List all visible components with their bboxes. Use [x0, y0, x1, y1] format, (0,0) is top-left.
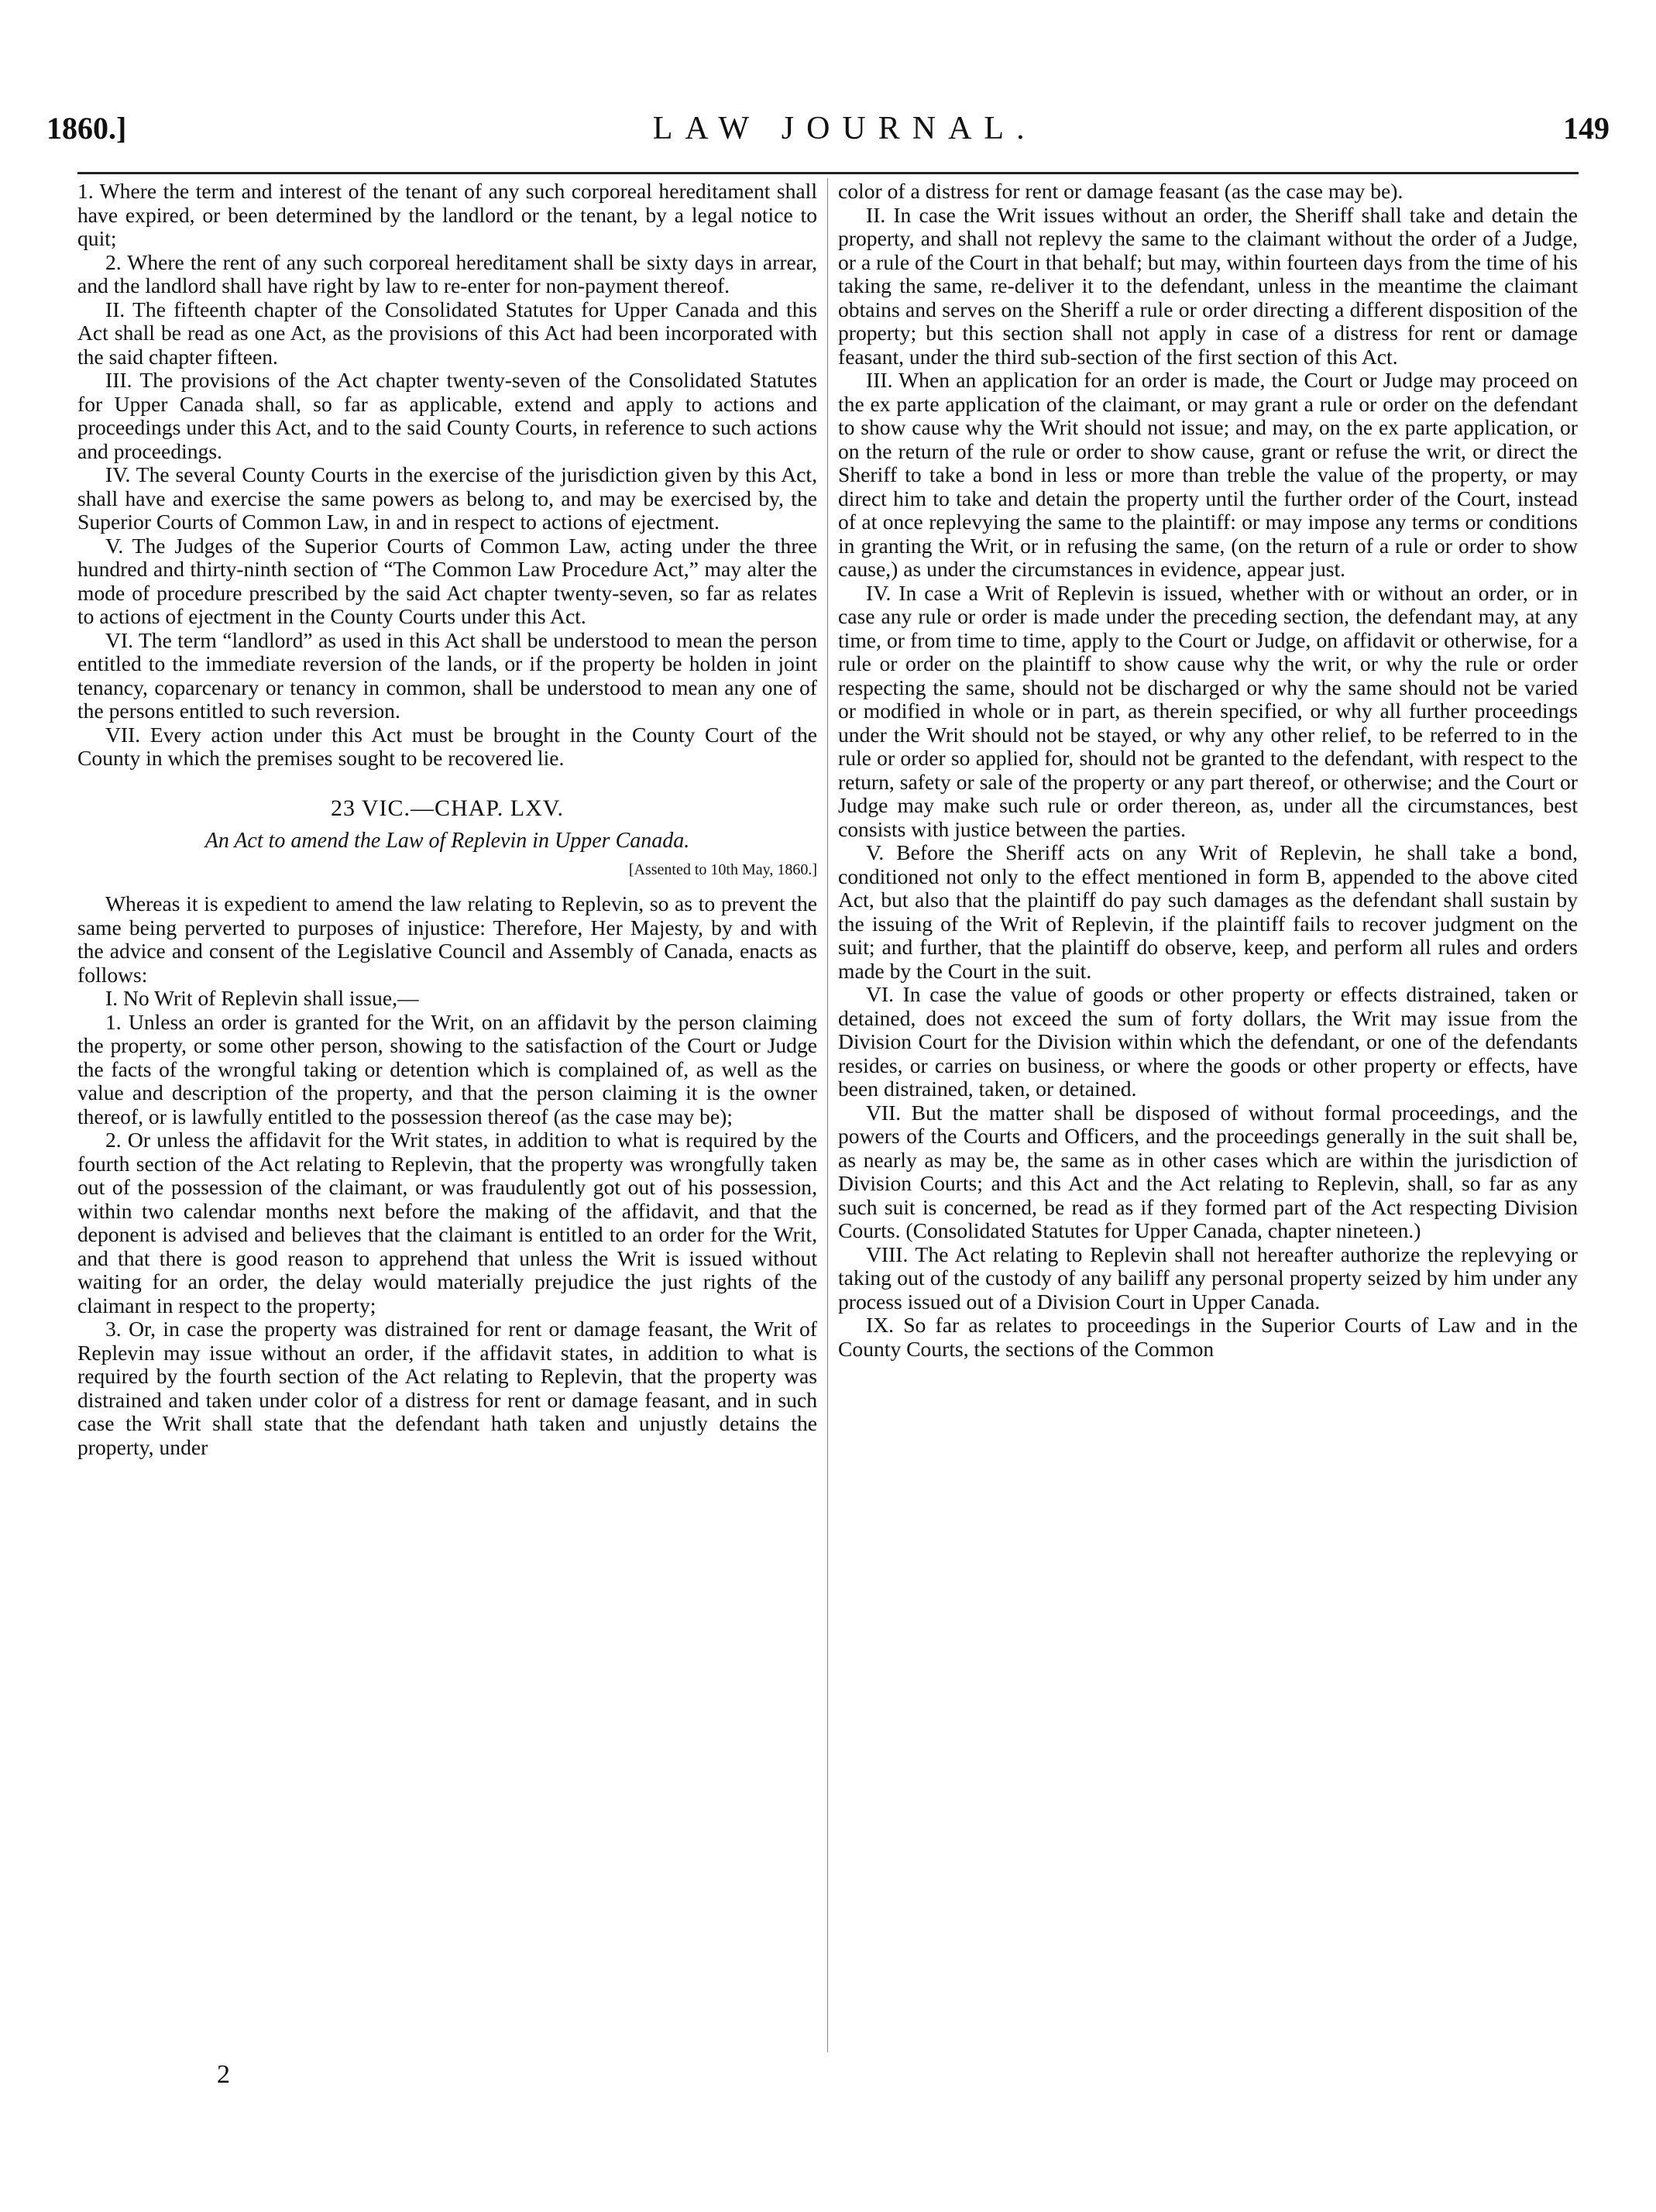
paragraph: VII. Every action under this Act must be brought in the County Court of the County in which the premises sought to be recovered lie.: [77, 722, 817, 770]
right-column: [838, 180, 1578, 1361]
header-year: 1860.]: [46, 111, 127, 146]
act-title: An Act to amend the Law of Replevin in Upper Canada.: [204, 829, 690, 853]
paragraph: 1. Where the term and interest of the tenant of any such corporeal hereditament shall have expired, or been determined by the landlord or the tenant, by a legal notice to quit;: [77, 179, 817, 250]
paragraph: VI. The term “landlord” as used in this Act shall be understood to mean the person entitled to the immediate reversion of the lands, or if the property be holden in joint tenancy, coparcenary or tenancy in common, shall be understood to mean any one of the persons entitled to such reversion.: [77, 627, 817, 723]
paragraph: III. The provisions of the Act chapter twenty-seven of the Consolidated Statutes for Upper Canada shall, so far as applicable, extend and apply to actions and proceedings under this Act, and to the said County Courts, in reference to such actions and proceedings.: [77, 368, 817, 463]
paragraph: color of a distress for rent or damage feasant (as the case may be).: [838, 179, 1403, 203]
paragraph: VII. But the matter shall be disposed of without formal proceedings, and the powers of the Courts and Officers, and the proceedings generally in the suit shall be, as nearly as may be, the same as in other cases which are within the jurisdiction of Division Courts; and this Act and the Act relating to Replevin, shall, so far as any such suit is concerned, be read as if they formed part of the Act respecting Division Courts. (Consolidated Statutes for Upper Canada, chapter nineteen.): [838, 1100, 1578, 1242]
paragraph: 1. Unless an order is granted for the Writ, on an affidavit by the person claiming the property, or some other person, showing to the satisfaction of the Court or Judge the facts of the wrongful taking or detention which is complained of, as well as the value and description of the property, and that the person claiming it is the owner thereof, or is lawfully entitled to the possession thereof (as the case may be);: [77, 1009, 817, 1128]
paragraph: II. The fifteenth chapter of the Consolidated Statutes for Upper Canada and this Act shall be read as one Act, as the provisions of this Act had been incorporated with the said chapter fifteen.: [77, 297, 817, 369]
assent-date: [Assented to 10th May, 1860.]: [628, 860, 817, 878]
running-header: [46, 110, 1610, 164]
chapter-heading: 23 VIC.—CHAP. LXV.: [330, 795, 565, 821]
paragraph: 2. Where the rent of any such corporeal hereditament shall be sixty days in arrear, and the landlord shall have right by law to re-enter for non-payment thereof.: [77, 249, 817, 297]
signature-mark: 2: [217, 2060, 230, 2089]
paragraph: V. Before the Sheriff acts on any Writ of Replevin, he shall take a bond, conditioned not only to the effect mentioned in form B, appended to the above cited Act, but also that the plaintiff do pay such damages as the defendant shall sustain by the issuing of the Writ of Replevin, if the plaintiff fails to recover judgment on the suit; and further, that the plaintiff do observe, keep, and perform all rules and orders made by the Court in the suit.: [838, 840, 1578, 983]
paragraph: V. The Judges of the Superior Courts of Common Law, acting under the three hundred and thirty-ninth section of “The Common Law Procedure Act,” may alter the mode of procedure prescribed by the said Act chapter twenty-seven, so far as relates to actions of ejectment in the County Courts under this Act.: [77, 533, 817, 628]
paragraph: III. When an application for an order is made, the Court or Judge may proceed on the ex parte application of the claimant, or may grant a rule or order on the defendant to show cause why the Writ should not issue; and may, on the ex parte application, or on the return of the rule or order to show cause, grant or refuse the writ, or direct the Sheriff to take a bond in less or more than treble the value of the property, or may direct him to take and detain the property until the further order of the Court, instead of at once replevying the same to the plaintiff: or may impose any terms or conditions in granting the Writ, or in refusing the same, (on the return of a rule or order to show cause,) as under the circumstances in evidence, appear just.: [838, 368, 1578, 581]
header-rule: [77, 172, 1579, 174]
paragraph: II. In case the Writ issues without an order, the Sheriff shall take and detain the property, and shall not replevy the same to the claimant without the order of a Judge, or a rule of the Court in that behalf; but may, within fourteen days from the time of his taking the same, re-deliver it to the defendant, unless in the meantime the claimant obtains and serves on the Sheriff a rule or order directing a different disposition of the property; but this section shall not apply in case of a distress for rent or damage feasant, under the third sub-section of the first section of this Act.: [838, 202, 1578, 369]
paragraph: 3. Or, in case the property was distrained for rent or damage feasant, the Writ of Replevin may issue without an order, if the affidavit states, in addition to what is required by the fourth section of the Act relating to Replevin, that the property was distrained and taken under color of a distress for rent or damage feasant, and in such case the Writ shall state that the defendant hath taken and unjustly detains the property, under: [77, 1317, 817, 1459]
page-number: 149: [1562, 111, 1610, 146]
paragraph: IX. So far as relates to proceedings in the Superior Courts of Law and in the County Courts, the sections of the Common: [838, 1313, 1578, 1361]
paragraph: IV. In case a Writ of Replevin is issued, whether with or without an order, or in case any rule or order is made under the preceding section, the defendant may, at any time, or from time to time, apply to the Court or Judge, on affidavit or otherwise, for a rule or order on the plaintiff to show cause why the writ, or why the rule or order respecting the same, should not be discharged or why the same should not be varied or modified in whole or in part, as therein specified, or why all further proceedings under the Writ should not be stayed, or why any other relief, to be referred to in the rule or order so applied for, should not be granted to the defendant, with respect to the return, safety or sale of the property or any part thereof, or otherwise; and the Court or Judge may make such rule or order thereon, as, under all the circumstances, best consists with justice between the parties.: [838, 580, 1578, 841]
left-column: [77, 180, 817, 1459]
paragraph: 2. Or unless the affidavit for the Writ states, in addition to what is required by the fourth section of the Act relating to Replevin, that the property was wrongfully taken out of the possession of the claimant, or was fraudulently got out of his possession, within two calendar months next before the making of the affidavit, and that the deponent is advised and believes that the claimant is entitled to an order for the Writ, and that there is good reason to apprehend that unless the Writ is issued without waiting for an order, the delay would materially prejudice the just rights of the claimant in respect to the property;: [77, 1128, 817, 1317]
paragraph: I. No Writ of Replevin shall issue,—: [105, 986, 419, 1010]
header-title: LAW JOURNAL.: [652, 111, 1037, 146]
paragraph: VIII. The Act relating to Replevin shall not hereafter authorize the replevying or taking out of the custody of any bailiff any personal property seized by him under any process issued out of a Division Court in Upper Canada.: [838, 1242, 1578, 1314]
paragraph: VI. In case the value of goods or other property or effects distrained, taken or detained, does not exceed the sum of forty dollars, the Writ may issue from the Division Court for the Division within which the defendant, or one of the defendants resides, or carries on business, or where the goods or other property or effects, have been distrained, taken, or detained.: [838, 982, 1578, 1101]
paragraph: IV. The several County Courts in the exercise of the jurisdiction given by this Act, shall have and exercise the same powers as belong to, and may be exercised by, the Superior Courts of Common Law, in and in respect to actions of ejectment.: [77, 462, 817, 534]
paragraph: Whereas it is expedient to amend the law relating to Replevin, so as to prevent the same being perverted to purposes of injustice: Therefore, Her Majesty, by and with the advice and consent of the Legislative Council and Assembly of Canada, enacts as follows:: [77, 891, 817, 987]
column-divider: [827, 178, 828, 2052]
